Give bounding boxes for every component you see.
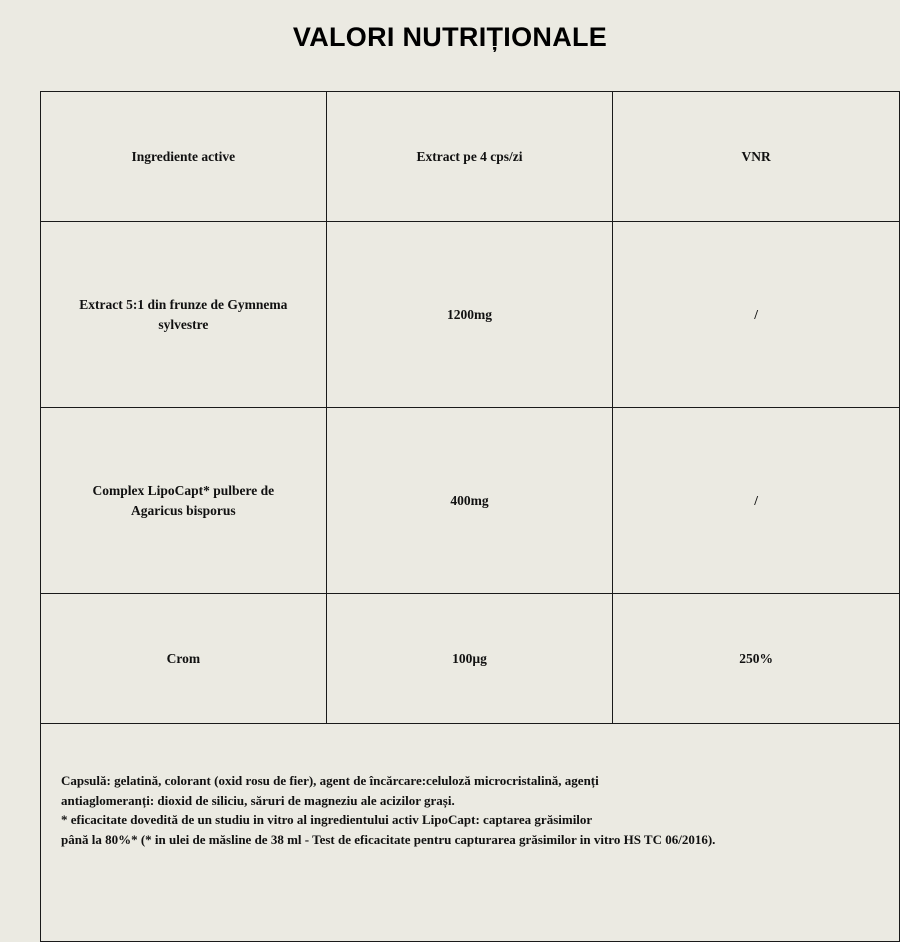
table-row [41, 594, 900, 724]
ingredient-vnr: / [613, 222, 900, 408]
ingredient-amount: 1200mg [326, 222, 613, 408]
header-active-ingredients: Ingrediente active [41, 92, 327, 222]
note-line: până la 80%* (* in ulei de măsline de 38 ml - Test de eficacitate pentru capturarea grăsimilor in vitro HS TC 06/2016). [61, 831, 716, 847]
ingredient-amount: 100µg [326, 594, 613, 724]
table-note-row [41, 724, 900, 942]
page-title: VALORI NUTRIȚIONALE [292, 22, 608, 52]
header-vnr: VNR [613, 92, 900, 222]
header-extract-per-day: Extract pe 4 cps/zi [326, 92, 613, 222]
note-line: antiaglomeranți: dioxid de siliciu, săruri de magneziu ale acizilor grași. [61, 792, 455, 808]
table-row [41, 408, 900, 594]
table-header-row [41, 92, 900, 222]
ingredient-name: Complex LipoCapt* pulbere de Agaricus bisporus [41, 408, 327, 594]
ingredient-vnr: / [613, 408, 900, 594]
note-line: * eficacitate dovedită de un studiu in vitro al ingredientului activ LipoCapt: captarea grăsimilor [61, 812, 593, 827]
nutrition-table [40, 91, 900, 942]
table-row [41, 222, 900, 408]
ingredient-amount: 400mg [326, 408, 613, 594]
ingredient-name: Extract 5:1 din frunze de Gymnema sylvestre [41, 222, 327, 408]
note-line: Capsulă: gelatină, colorant (oxid rosu de fier), agent de încărcare:celuloză microcristalină, agenți [61, 773, 599, 788]
composition-note [41, 724, 900, 942]
ingredient-name: Crom [41, 594, 327, 724]
ingredient-vnr: 250% [613, 594, 900, 724]
